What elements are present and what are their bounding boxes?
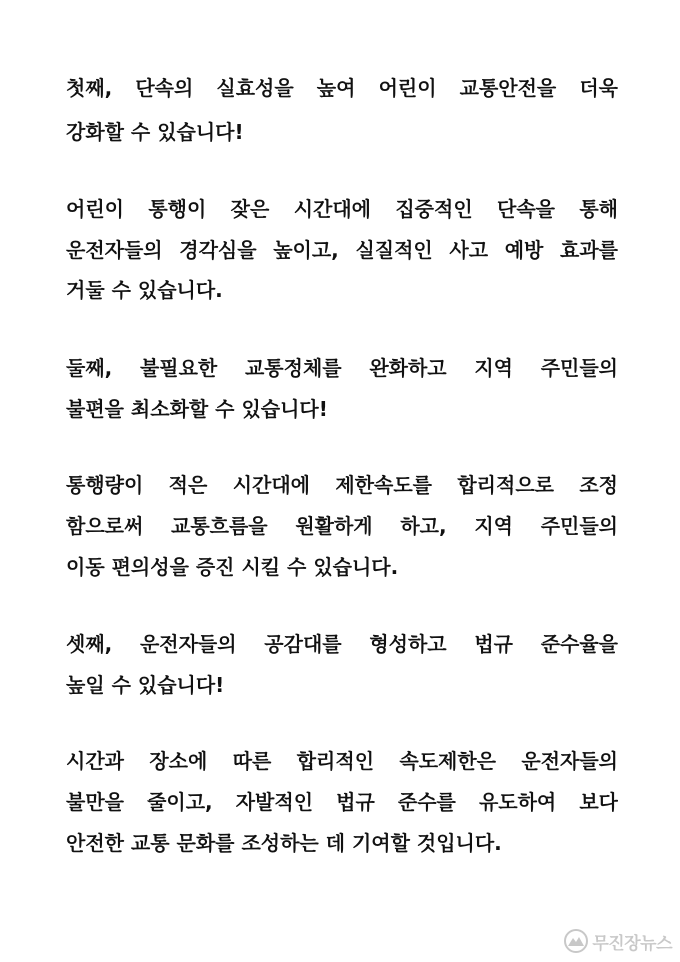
paragraph-6-line-1: 시간과 장소에 따른 합리적인 속도제한은 운전자들의 — [66, 749, 618, 773]
paragraph-3-line-2: 불편을 최소화할 수 있습니다! — [66, 397, 328, 421]
paragraph-4-line-1: 통행량이 적은 시간대에 제한속도를 합리적으로 조정 — [66, 473, 618, 497]
paragraph-2-line-3: 거둘 수 있습니다. — [66, 278, 223, 302]
paragraph-2-line-2: 운전자들의 경각심을 높이고, 실질적인 사고 예방 효과를 — [66, 238, 618, 262]
paragraph-6-line-3: 안전한 교통 문화를 조성하는 데 기여할 것입니다. — [66, 831, 502, 855]
paragraph-1-line-1: 첫째, 단속의 실효성을 높여 어린이 교통안전을 더욱 — [66, 76, 618, 100]
paragraph-6-line-2: 불만을 줄이고, 자발적인 법규 준수를 유도하여 보다 — [66, 790, 618, 814]
paragraph-2-line-1: 어린이 통행이 잦은 시간대에 집중적인 단속을 통해 — [66, 197, 618, 221]
paragraph-5-line-2: 높일 수 있습니다! — [66, 673, 225, 697]
news-watermark — [564, 926, 672, 956]
paragraph-3-line-1: 둘째, 불필요한 교통정체를 완화하고 지역 주민들의 — [66, 356, 618, 380]
paragraph-4-line-2: 함으로써 교통흐름을 원활하게 하고, 지역 주민들의 — [66, 514, 618, 538]
paragraph-4-line-3: 이동 편의성을 증진 시킬 수 있습니다. — [66, 555, 399, 579]
paragraph-5-line-1: 셋째, 운전자들의 공감대를 형성하고 법규 준수율을 — [66, 632, 618, 656]
mountain-logo-icon — [564, 929, 588, 953]
paragraph-1-line-2: 강화할 수 있습니다! — [66, 120, 244, 144]
watermark-text: 무진장뉴스 — [592, 933, 672, 954]
